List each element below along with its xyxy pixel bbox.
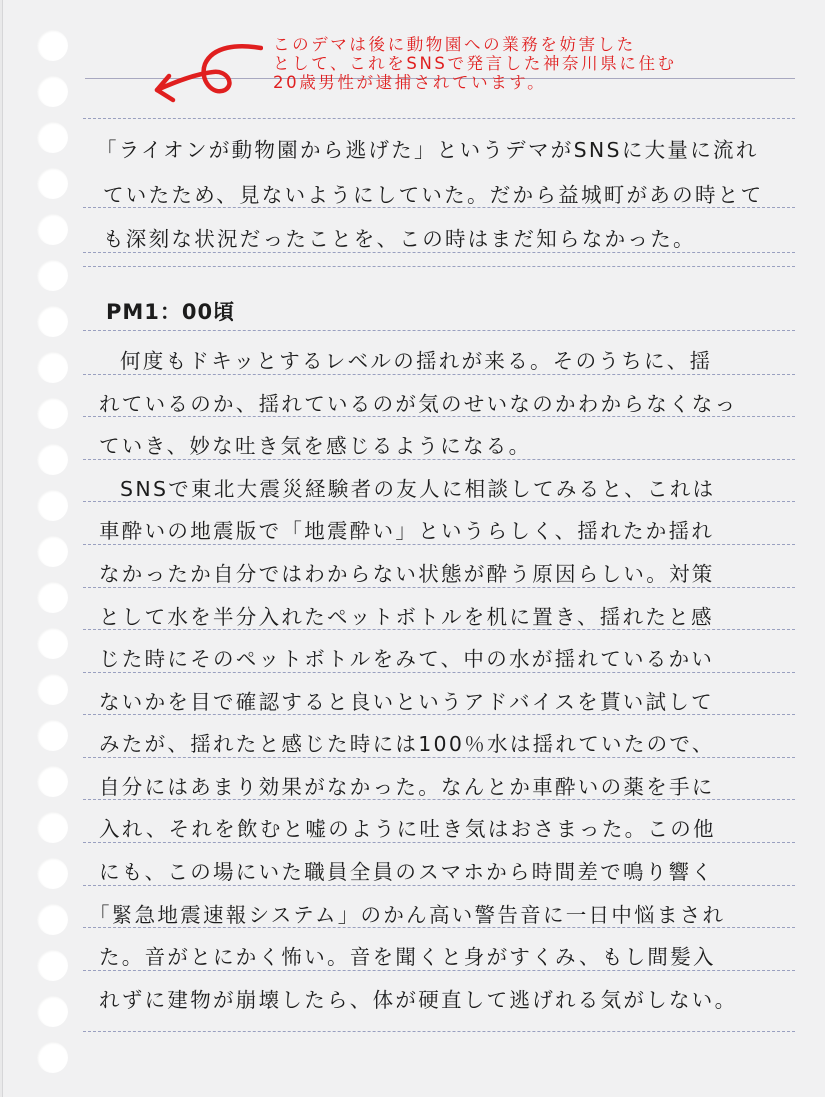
binder-hole xyxy=(37,76,68,107)
binder-hole xyxy=(37,812,68,843)
binder-hole xyxy=(37,536,68,567)
binder-hole xyxy=(37,582,68,613)
body-line: 何度もドキッとするレベルの揺れが来る。そのうちに、揺 xyxy=(120,349,713,373)
binder-hole xyxy=(37,1042,68,1073)
intro-line: も深刻な状況だったことを、この時はまだ知らなかった。 xyxy=(103,227,696,251)
note-line: として、これをSNSで発言した神奈川県に住む xyxy=(273,54,677,73)
binder-hole xyxy=(37,720,68,751)
ruled-line xyxy=(83,842,795,843)
ruled-line xyxy=(83,885,795,886)
binder-hole xyxy=(37,766,68,797)
red-arrow-icon xyxy=(143,42,263,112)
ruled-line xyxy=(83,587,795,588)
body-line: た。音がとにかく怖い。音を聞くと身がすくみ、もし間髪入 xyxy=(99,945,716,969)
intro-line: 「ライオンが動物園から逃げた」というデマがSNSに大量に流れ xyxy=(96,138,759,162)
binder-holes xyxy=(37,30,69,1080)
body-line: ていき、妙な吐き気を感じるようになる。 xyxy=(99,434,532,458)
ruled-line xyxy=(83,118,795,119)
body-line: SNSで東北大震災経験者の友人に相談してみると、これは xyxy=(120,477,716,501)
body-line: にも、この場にいた職員全員のスマホから時間差で鳴り響く xyxy=(99,860,715,884)
ruled-line xyxy=(83,459,795,460)
binder-hole xyxy=(37,904,68,935)
binder-hole xyxy=(37,306,68,337)
ruled-line xyxy=(83,266,795,267)
body-line: れずに建物が崩壊したら、体が硬直して逃げれる気がしない。 xyxy=(99,988,738,1012)
section-heading: PM1：00頃 xyxy=(106,300,236,324)
ruled-line xyxy=(83,330,795,331)
binder-hole xyxy=(37,260,68,291)
body-line: として水を半分入れたペットボトルを机に置き、揺れたと感 xyxy=(99,605,714,629)
binder-hole xyxy=(37,858,68,889)
body-line: 「緊急地震速報システム」のかん高い警告音に一日中悩まされ xyxy=(89,903,726,927)
binder-hole xyxy=(37,996,68,1027)
ruled-line xyxy=(83,1031,795,1032)
red-annotation-note xyxy=(273,35,793,92)
body-line: なかったか自分ではわからない状態が酔う原因らしい。対策 xyxy=(99,562,715,586)
binder-hole xyxy=(37,352,68,383)
notebook-page xyxy=(2,0,825,1097)
ruled-line xyxy=(83,672,795,673)
ruled-line xyxy=(83,374,795,375)
note-line: 20歳男性が逮捕されています。 xyxy=(273,73,547,92)
intro-line: ていたため、見ないようにしていた。だから益城町があの時とて xyxy=(103,183,764,207)
body-line: 車酔いの地震版で「地震酔い」というらしく、揺れたか揺れ xyxy=(99,519,715,543)
body-line: ないかを目で確認すると良いというアドバイスを貰い試して xyxy=(99,690,714,714)
ruled-line xyxy=(83,252,795,253)
body-line: 入れ、それを飲むと嘘のように吐き気はおさまった。この他 xyxy=(99,817,716,841)
note-line: このデマは後に動物園への業務を妨害した xyxy=(273,35,636,54)
binder-hole xyxy=(37,490,68,521)
body-line: れているのか、揺れているのが気のせいなのかわからなくなっ xyxy=(99,392,738,416)
binder-hole xyxy=(37,122,68,153)
ruled-line xyxy=(83,544,795,545)
binder-hole xyxy=(37,168,68,199)
ruled-line xyxy=(83,757,795,758)
binder-hole xyxy=(37,214,68,245)
binder-hole xyxy=(37,398,68,429)
binder-hole xyxy=(37,30,68,61)
binder-hole xyxy=(37,628,68,659)
body-line: 自分にはあまり効果がなかった。なんとか車酔いの薬を手に xyxy=(99,775,715,799)
ruled-line xyxy=(83,970,795,971)
body-line: みたが、揺れたと感じた時には100％水は揺れていたので、 xyxy=(99,732,715,756)
binder-hole xyxy=(37,950,68,981)
binder-hole xyxy=(37,444,68,475)
binder-hole xyxy=(37,674,68,705)
body-line: じた時にそのペットボトルをみて、中の水が揺れているかい xyxy=(99,647,715,671)
